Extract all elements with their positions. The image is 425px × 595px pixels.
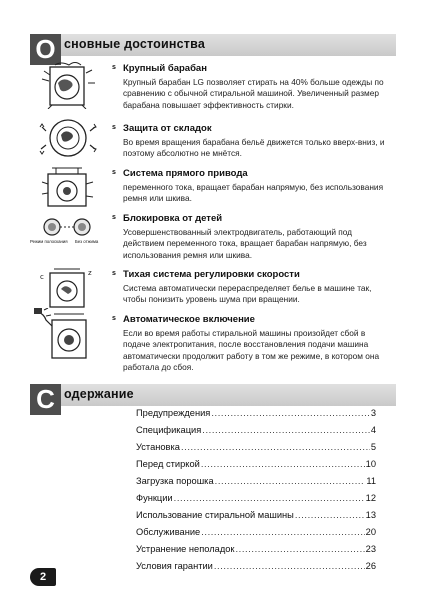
feature-title: Блокировка от детей	[123, 213, 223, 224]
bullet-marker: s	[112, 169, 116, 176]
feature-description: Усовершенствованный электродвигатель, работающий под действием переменного тока, вращает барабан напрямую, без использования ремня или шкива.	[123, 227, 367, 260]
features-section-header	[30, 34, 396, 64]
svg-text:c: c	[40, 273, 44, 281]
toc-entry-label: Функции	[136, 493, 173, 503]
direct-drive-motor-icon	[30, 164, 105, 208]
feature-title: Система прямого привода	[123, 168, 248, 179]
toc-entry-label: Предупреждения	[136, 408, 211, 418]
toc-entry-label: Условия гарантии	[136, 561, 213, 571]
toc-leader-dots	[214, 561, 365, 571]
drum-rotation-icon	[30, 117, 105, 159]
toc-entry[interactable]	[136, 493, 376, 507]
toc-entry-page: 23	[365, 544, 376, 554]
toc-entry[interactable]	[136, 442, 376, 456]
toc-entry-page: 20	[365, 527, 376, 537]
toc-entry-page: 13	[365, 510, 376, 520]
feature-description: переменного тока, вращает барабан напрямую, без использования ремня или шкива.	[123, 182, 384, 204]
feature-title: Защита от складок	[123, 123, 212, 134]
toc-entry-label: Спецификация	[136, 425, 202, 435]
header-initial: О	[30, 34, 61, 65]
header-initial: С	[30, 384, 61, 415]
toc-leader-dots	[295, 510, 365, 520]
toc-entry-page: 10	[365, 459, 376, 469]
svg-text:z: z	[88, 269, 92, 277]
bullet-marker: s	[112, 315, 116, 322]
toc-entry-label: Обслуживание	[136, 527, 201, 537]
toc-leader-dots	[235, 544, 364, 554]
bullet-marker: s	[112, 64, 116, 71]
page-number-badge: 2	[30, 568, 56, 586]
toc-entry[interactable]	[136, 527, 376, 541]
section-title: сновные достоинства	[64, 37, 206, 51]
toc-entry-label: Загрузка порошка	[136, 476, 214, 486]
feature-description: Во время вращения барабана бельё движется только вверх-вниз, и поэтому абсолютно не мнётся.	[123, 137, 385, 159]
toc-entry-page: 3	[370, 408, 376, 418]
feature-description: Крупный барабан LG позволяет стирать на 40% больше одежды по сравнению с обычной стиральной машиной. Увеличенный размер барабана повышает эффективность стирки.	[123, 77, 384, 110]
feature-title: Автоматическое включение	[123, 314, 255, 325]
toc-leader-dots	[201, 527, 364, 537]
toc-entry-label: Использование стиральной машины	[136, 510, 294, 520]
toc-entry[interactable]	[136, 476, 376, 490]
section-title: одержание	[64, 387, 134, 401]
child-lock-buttons-icon	[30, 216, 105, 252]
feature-title: Крупный барабан	[123, 63, 207, 74]
toc-entry-page: 26	[365, 561, 376, 571]
toc-leader-dots	[174, 493, 365, 503]
child-lock-button-label: Режим полоскания	[30, 239, 68, 244]
lock-buttons-icon	[38, 216, 98, 238]
feature-description: Система автоматически перераспределяет белье в машине так, чтобы понизить уровень шума при вращении.	[123, 283, 372, 305]
toc-entry-label: Перед стиркой	[136, 459, 200, 469]
toc-entry[interactable]	[136, 510, 376, 524]
toc-entry-page: 12	[365, 493, 376, 503]
large-drum-washer-icon	[30, 61, 105, 109]
bullet-marker: s	[112, 214, 116, 221]
toc-leader-dots	[211, 408, 369, 418]
toc-entry-page: 11	[366, 476, 376, 486]
toc-entry-page: 4	[370, 425, 376, 435]
toc-leader-dots	[201, 459, 365, 469]
toc-entry[interactable]	[136, 408, 376, 422]
feature-description: Если во время работы стиральной машины произойдет сбой в подаче электропитания, после восстановления подачи машина автоматически продолжит работу в том же режиме, в котором она работала до сбоя.	[123, 328, 380, 372]
toc-entry-label: Установка	[136, 442, 180, 452]
toc-entry-page: 5	[370, 442, 376, 452]
toc-leader-dots	[215, 476, 366, 486]
feature-title: Тихая система регулировки скорости	[123, 269, 300, 280]
toc-entry-label: Устранение неполадок	[136, 544, 235, 554]
quiet-washer-icon	[30, 265, 105, 309]
child-lock-button-label: Без отжима	[75, 239, 99, 244]
toc-entry[interactable]	[136, 425, 376, 439]
toc-entry[interactable]	[136, 459, 376, 473]
bullet-marker: s	[112, 270, 116, 277]
bullet-marker: s	[112, 124, 116, 131]
toc-leader-dots	[181, 442, 370, 452]
toc-leader-dots	[202, 425, 370, 435]
toc-entry[interactable]	[136, 544, 376, 558]
toc-entry[interactable]	[136, 561, 376, 575]
auto-restart-plug-icon	[30, 308, 105, 360]
